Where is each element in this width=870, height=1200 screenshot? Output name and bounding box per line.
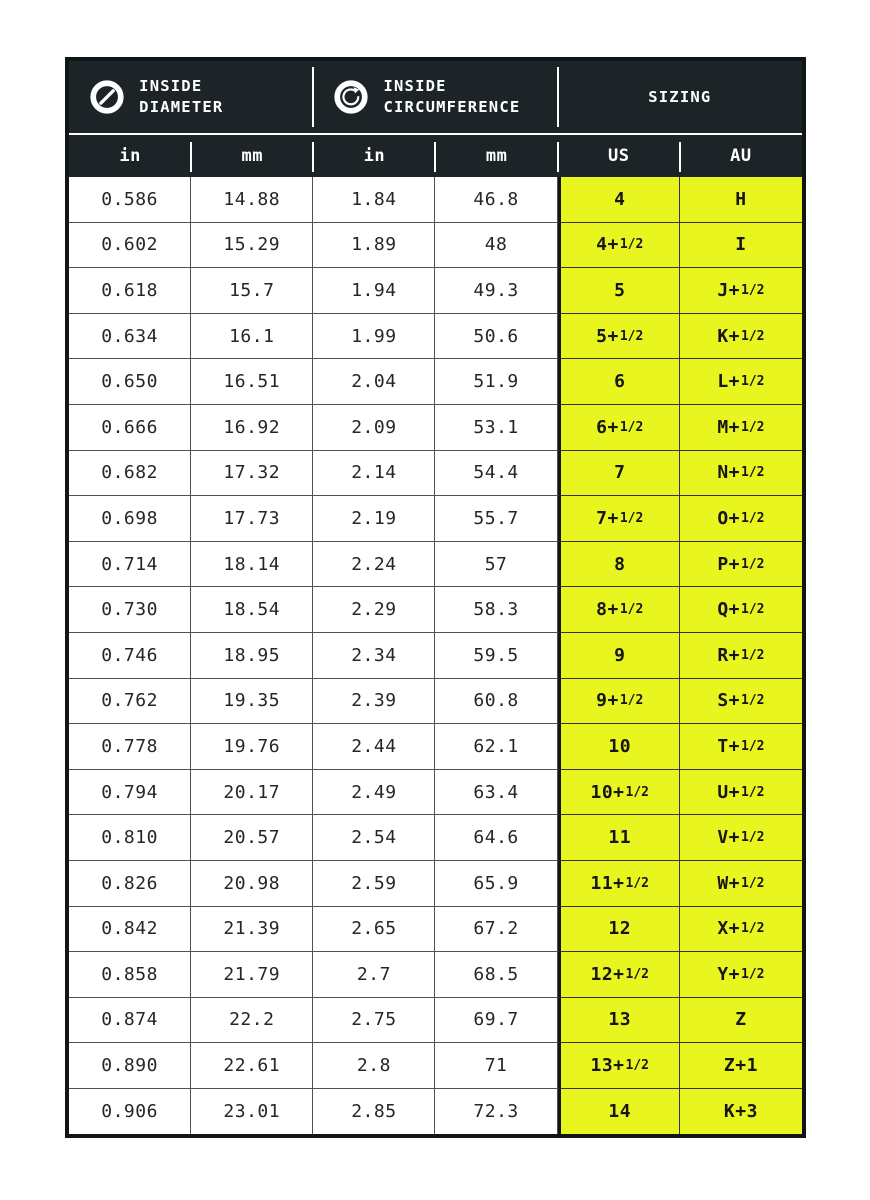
measurement-cell: 2.39 [313,679,435,725]
size-cell: Z [680,998,802,1044]
measurement-cell: 53.1 [435,405,557,451]
measurement-cell: 21.39 [191,907,313,953]
measurement-cell: 2.29 [313,587,435,633]
measurement-cell: 49.3 [435,268,557,314]
measurement-cell: 2.7 [313,952,435,998]
header-title-row [69,61,802,133]
size-cell: 5+ 1/2 [558,314,680,360]
measurement-cell: 2.85 [313,1089,435,1135]
size-cell: 4+ 1/2 [558,223,680,269]
measurement-cell: 0.794 [69,770,191,816]
measurement-cell: 20.57 [191,815,313,861]
measurement-cell: 15.29 [191,223,313,269]
measurement-cell: 0.778 [69,724,191,770]
size-cell: Z+1 [680,1043,802,1089]
size-cell: V+ 1/2 [680,815,802,861]
measurement-cell: 0.730 [69,587,191,633]
measurement-cell: 2.65 [313,907,435,953]
size-cell: W+ 1/2 [680,861,802,907]
measurement-cell: 48 [435,223,557,269]
measurement-cell: 2.19 [313,496,435,542]
inside-diameter-section [69,61,313,133]
column-header-size-au: AU [730,146,752,166]
measurement-cell: 0.714 [69,542,191,588]
measurement-cell: 46.8 [435,177,557,223]
inside-diameter-label: INSIDE DIAMETER [139,77,224,116]
measurement-cell: 1.89 [313,223,435,269]
measurement-cell: 1.94 [313,268,435,314]
measurement-cell: 0.650 [69,359,191,405]
size-cell: 13 [558,998,680,1044]
size-cell: J+ 1/2 [680,268,802,314]
measurement-cell: 50.6 [435,314,557,360]
measurement-cell: 14.88 [191,177,313,223]
measurement-cell: 16.51 [191,359,313,405]
measurement-cell: 59.5 [435,633,557,679]
size-cell: K+ 1/2 [680,314,802,360]
measurement-cell: 21.79 [191,952,313,998]
measurement-cell: 0.682 [69,451,191,497]
measurement-cell: 67.2 [435,907,557,953]
measurement-cell: 0.586 [69,177,191,223]
size-cell: 7 [558,451,680,497]
measurement-cell: 2.8 [313,1043,435,1089]
size-cell: 14 [558,1089,680,1135]
measurement-cell: 18.14 [191,542,313,588]
measurement-cell: 68.5 [435,952,557,998]
measurement-cell: 18.54 [191,587,313,633]
size-cell: 9 [558,633,680,679]
measurement-cell: 60.8 [435,679,557,725]
measurement-cell: 0.634 [69,314,191,360]
measurement-cell: 0.666 [69,405,191,451]
size-cell: N+ 1/2 [680,451,802,497]
measurement-cell: 23.01 [191,1089,313,1135]
size-cell: O+ 1/2 [680,496,802,542]
column-header-diameter-mm: mm [191,135,313,177]
measurement-cell: 69.7 [435,998,557,1044]
size-cell: U+ 1/2 [680,770,802,816]
column-header-row [69,135,802,177]
measurement-cell: 2.49 [313,770,435,816]
measurement-cell: 71 [435,1043,557,1089]
measurement-cell: 58.3 [435,587,557,633]
column-header-diameter-in: in [69,135,191,177]
measurement-cell: 20.17 [191,770,313,816]
size-cell: M+ 1/2 [680,405,802,451]
measurement-cell: 0.762 [69,679,191,725]
measurement-cell: 2.09 [313,405,435,451]
table-header [69,61,802,177]
measurement-cell: 72.3 [435,1089,557,1135]
size-cell: 13+ 1/2 [558,1043,680,1089]
size-cell: X+ 1/2 [680,907,802,953]
size-cell: 4 [558,177,680,223]
size-cell: Q+ 1/2 [680,587,802,633]
measurement-cell: 16.1 [191,314,313,360]
column-header-size-us: US [558,135,680,177]
measurement-cell: 17.73 [191,496,313,542]
sizing-section [558,61,802,133]
column-header-circumference-in: in [313,135,435,177]
measurement-cell: 22.2 [191,998,313,1044]
measurement-cell: 2.14 [313,451,435,497]
measurement-cell: 2.04 [313,359,435,405]
measurement-cell: 0.826 [69,861,191,907]
inside-circumference-section [313,61,557,133]
size-cell: 10+ 1/2 [558,770,680,816]
diameter-icon [88,78,126,116]
size-cell: Y+ 1/2 [680,952,802,998]
sizing-label: SIZING [648,87,712,106]
circumference-icon [332,78,370,116]
size-cell: L+ 1/2 [680,359,802,405]
inside-circumference-label: INSIDE CIRCUMFERENCE [383,77,521,116]
size-cell: 11 [558,815,680,861]
measurement-cell: 2.54 [313,815,435,861]
measurement-cell: 1.84 [313,177,435,223]
measurement-cell: 57 [435,542,557,588]
size-cell: R+ 1/2 [680,633,802,679]
measurement-cell: 0.618 [69,268,191,314]
size-cell: 12+ 1/2 [558,952,680,998]
size-cell: 6+ 1/2 [558,405,680,451]
measurement-cell: 18.95 [191,633,313,679]
measurement-cell: 19.35 [191,679,313,725]
measurement-cell: 2.34 [313,633,435,679]
measurement-cell: 0.858 [69,952,191,998]
measurement-cell: 2.44 [313,724,435,770]
measurement-cell: 54.4 [435,451,557,497]
size-cell: 8 [558,542,680,588]
measurement-cell: 62.1 [435,724,557,770]
size-cell: 9+ 1/2 [558,679,680,725]
measurement-cell: 0.810 [69,815,191,861]
size-cell: 7+ 1/2 [558,496,680,542]
measurement-cell: 64.6 [435,815,557,861]
size-cell: 11+ 1/2 [558,861,680,907]
size-cell: T+ 1/2 [680,724,802,770]
size-cell: 10 [558,724,680,770]
size-cell: 5 [558,268,680,314]
measurement-cell: 0.906 [69,1089,191,1135]
size-cell: S+ 1/2 [680,679,802,725]
measurement-cell: 2.75 [313,998,435,1044]
size-cell: H [680,177,802,223]
measurement-cell: 0.746 [69,633,191,679]
size-cell: 12 [558,907,680,953]
measurement-cell: 2.59 [313,861,435,907]
measurement-cell: 0.698 [69,496,191,542]
measurement-cell: 0.890 [69,1043,191,1089]
measurement-cell: 2.24 [313,542,435,588]
measurement-cell: 0.874 [69,998,191,1044]
size-cell: 6 [558,359,680,405]
measurement-cell: 19.76 [191,724,313,770]
measurement-cell: 20.98 [191,861,313,907]
measurement-cell: 22.61 [191,1043,313,1089]
measurement-cell: 16.92 [191,405,313,451]
measurement-cell: 17.32 [191,451,313,497]
measurement-cell: 55.7 [435,496,557,542]
size-cell: P+ 1/2 [680,542,802,588]
ring-size-conversion-chart [65,57,806,1138]
column-header-circumference-mm: mm [435,135,557,177]
measurement-cell: 15.7 [191,268,313,314]
measurement-cell: 1.99 [313,314,435,360]
size-cell: K+3 [680,1089,802,1135]
measurement-cell: 0.602 [69,223,191,269]
size-cell: 8+ 1/2 [558,587,680,633]
measurement-cell: 63.4 [435,770,557,816]
measurement-cell: 51.9 [435,359,557,405]
measurement-cell: 65.9 [435,861,557,907]
size-cell: I [680,223,802,269]
measurement-cell: 0.842 [69,907,191,953]
table-body [69,177,802,1134]
